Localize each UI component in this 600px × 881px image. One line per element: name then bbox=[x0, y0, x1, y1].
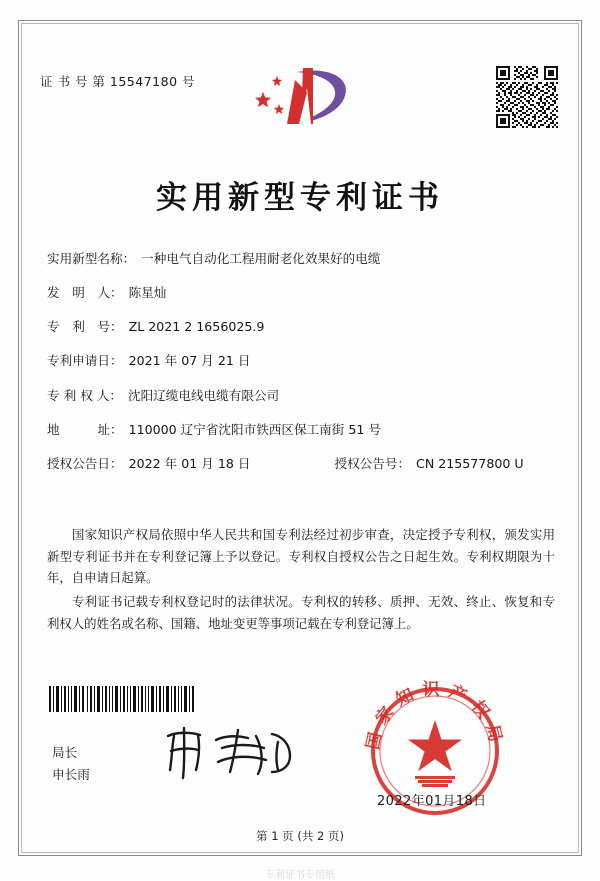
field-value: 陈星灿 bbox=[128, 285, 167, 301]
signature-title: 局长 bbox=[52, 745, 78, 760]
field-row-invention-name bbox=[47, 250, 557, 268]
legal-paragraph-1: 国家知识产权局依照中华人民共和国专利法经过初步审查，决定授予专利权，颁发实用新型专利证书并在专利登记簿上予以登记。专利权自授权公告之日起生效。专利权期限为十年，自申请日起算。 bbox=[47, 527, 555, 586]
field-row-patent-number bbox=[47, 318, 557, 336]
qr-code bbox=[496, 66, 558, 128]
field-row-address bbox=[47, 421, 557, 439]
field-row-patentee bbox=[47, 387, 557, 405]
field-value: 110000 辽宁省沈阳市铁西区保工南街 51 号 bbox=[128, 421, 381, 437]
field-row-grant bbox=[47, 455, 557, 473]
page-footer-faint: 专利证书专用纸 bbox=[265, 870, 335, 881]
field-value: 沈阳辽缆电线电缆有限公司 bbox=[127, 387, 280, 403]
field-value: 2021 年 07 月 21 日 bbox=[128, 353, 251, 369]
grant-date-value: 2022 年 01 月 18 日 bbox=[128, 455, 251, 471]
field-label: 专 利 权 人： bbox=[47, 387, 122, 403]
page-footer: 第 1 页 (共 2 页) bbox=[256, 829, 344, 843]
legal-text bbox=[47, 524, 555, 637]
signature-name: 申长雨 bbox=[52, 767, 90, 782]
page-title: 实用新型专利证书 bbox=[156, 180, 444, 216]
grant-number-label: 授权公告号： bbox=[334, 455, 411, 471]
handwritten-signature bbox=[160, 722, 300, 784]
field-value: ZL 2021 2 1656025.9 bbox=[128, 319, 265, 335]
field-label: 专利申请日： bbox=[47, 353, 123, 369]
field-list bbox=[47, 250, 557, 489]
seal-date: 2022年01月18日 bbox=[377, 794, 487, 809]
field-value: 一种电气自动化工程用耐老化效果好的电缆 bbox=[141, 251, 381, 266]
field-label: 实用新型名称： bbox=[47, 251, 136, 266]
barcode bbox=[48, 686, 196, 712]
grant-date-label: 授权公告日： bbox=[47, 455, 123, 471]
grant-number-value: CN 215577800 U bbox=[416, 455, 524, 471]
field-label: 地 址： bbox=[47, 421, 123, 437]
legal-paragraph-2: 专利证书记载专利权登记时的法律状况。专利权的转移、质押、无效、终止、恢复和专利权人的姓名或名称、国籍、地址变更等事项记载在专利登记簿上。 bbox=[47, 594, 555, 631]
field-row-application-date bbox=[47, 352, 557, 370]
field-label: 发 明 人： bbox=[47, 285, 123, 301]
field-label: 专 利 号： bbox=[47, 319, 123, 335]
svg-text:国家知识产权局: 国家知识产权局 bbox=[363, 680, 507, 752]
certificate-number: 证 书 号 第 15547180 号 bbox=[40, 74, 195, 89]
field-row-inventor bbox=[47, 284, 557, 302]
patent-office-logo bbox=[255, 62, 355, 134]
